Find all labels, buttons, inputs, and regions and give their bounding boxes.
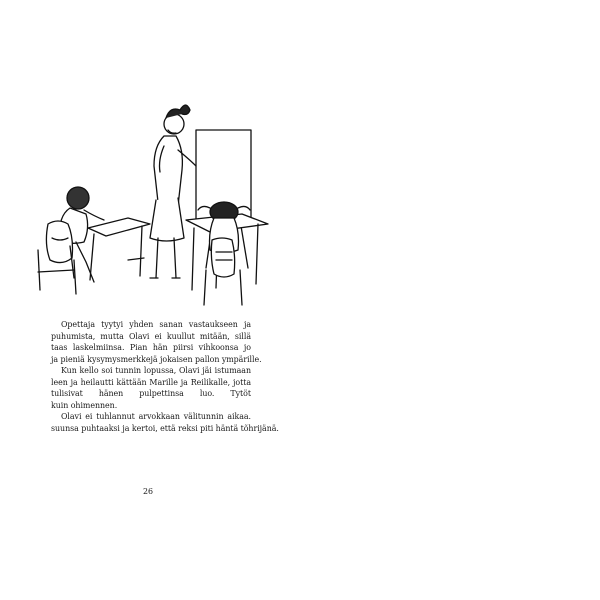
page-number-left: 26 bbox=[143, 487, 154, 496]
classroom-illustration bbox=[18, 100, 280, 310]
text-line: Opettaja tyytyi yhden sanan vastaukseen ja bbox=[61, 320, 251, 329]
text-line: puhumista, mutta Olavi ei kuullut mitään, sillä bbox=[51, 331, 251, 341]
text-line: kuin ohimennen. bbox=[51, 400, 118, 410]
text-line: ja pieniä kysymysmerkkejä jokaisen pallon ympärille. bbox=[51, 354, 262, 364]
left-page-text bbox=[51, 319, 279, 434]
right-page bbox=[300, 0, 600, 600]
text-line: leen ja heilautti kättään Marille ja Reilikalle, jotta bbox=[51, 377, 251, 387]
text-line: Olavi ei tuhlannut arvokkaan välitunnin aikaa. bbox=[61, 412, 251, 421]
text-line: Kun kello soi tunnin lopussa, Olavi jäi istumaan bbox=[61, 366, 251, 375]
text-line: suunsa puhtaaksi ja kertoi, että reksi piti häntä tõhrijänä. bbox=[51, 423, 279, 433]
text-line: taas laskelmiinsa. Pian hän piirsi vihkoonsa jo bbox=[51, 343, 251, 352]
text-line: tulisivat hänen pulpettinsa luo. Tytöt bbox=[51, 389, 251, 398]
